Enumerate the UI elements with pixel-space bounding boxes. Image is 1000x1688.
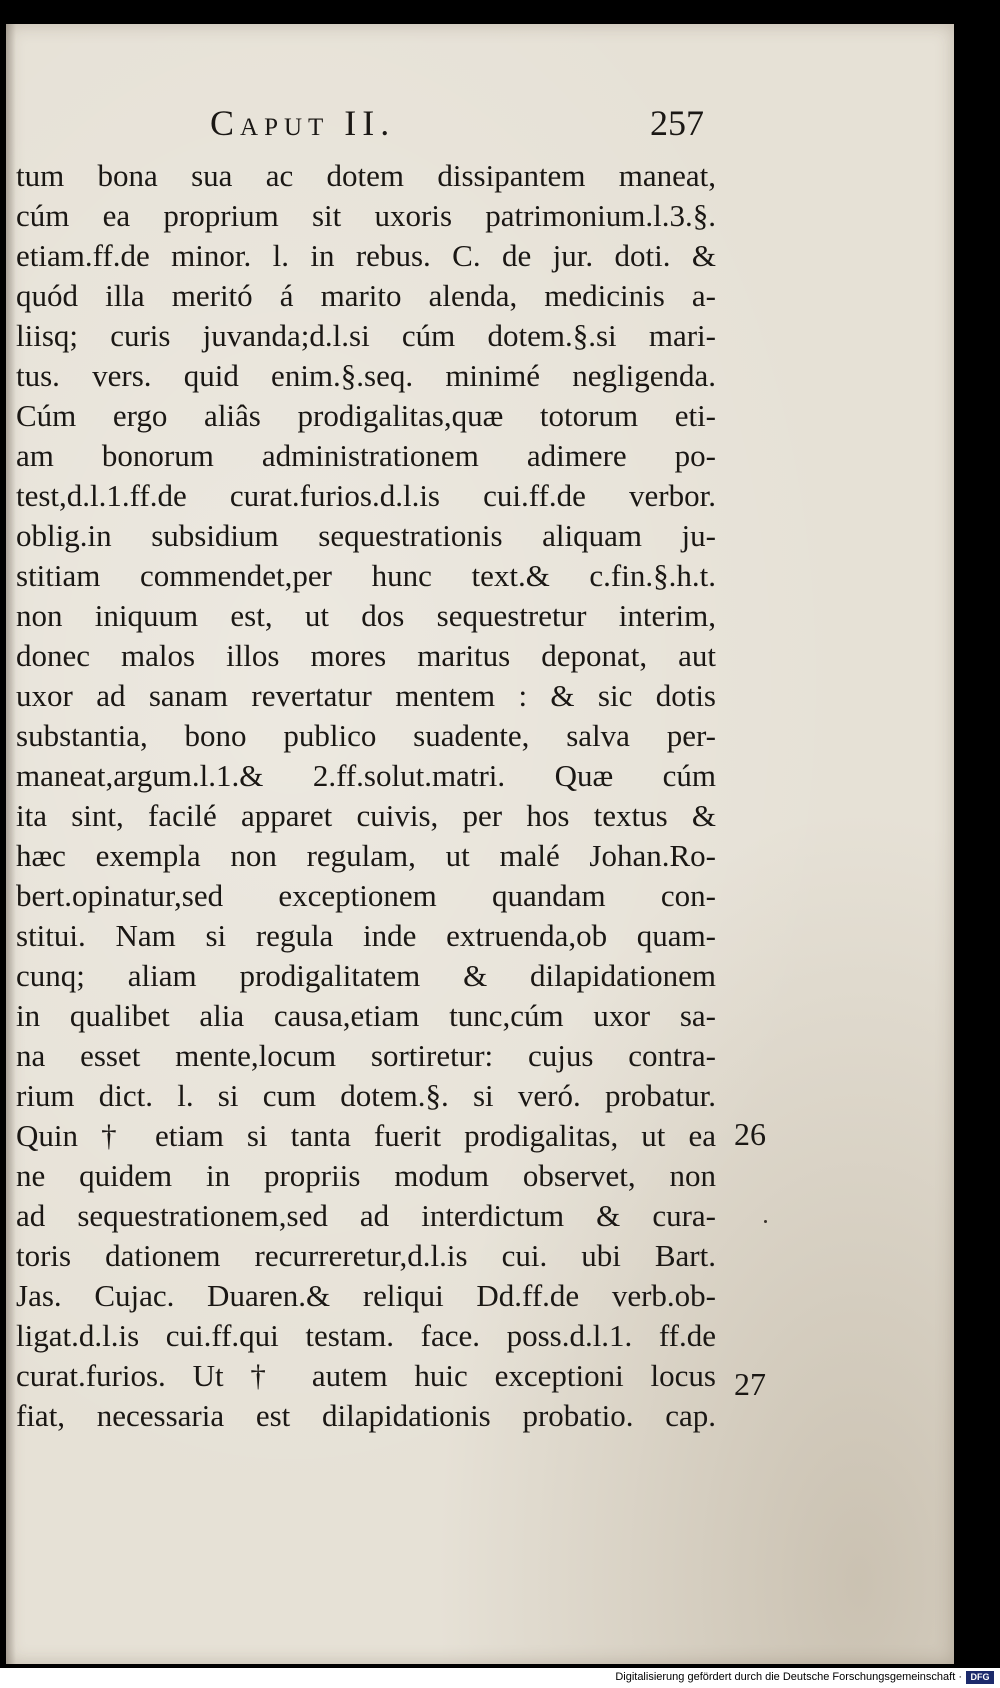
- body-text: [16, 156, 716, 1436]
- text-line: ita sint, facilé apparet cuivis, per hos textus &: [16, 798, 716, 833]
- text-line: etiam.ff.de minor. l. in rebus. C. de jur. doti. &: [16, 238, 716, 273]
- text-line: tum bona sua ac dotem dissipantem maneat,: [16, 158, 716, 193]
- marginal-number: 27: [734, 1366, 766, 1402]
- text-line: stitiam commendet,per hunc text.& c.fin.§.h.t.: [16, 558, 716, 593]
- text-line: in qualibet alia causa,etiam tunc,cúm uxor sa-: [16, 998, 716, 1033]
- text-line: cunq; aliam prodigalitatem & dilapidationem: [16, 958, 716, 993]
- marginal-number: 26: [734, 1116, 766, 1152]
- text-line: maneat,argum.l.1.& 2.ff.solut.matri. Quæ cúm: [16, 758, 716, 793]
- text-line: Jas. Cujac. Duaren.& reliqui Dd.ff.de verb.ob-: [16, 1278, 716, 1313]
- page-number: 257: [650, 103, 704, 143]
- text-line: test,d.l.1.ff.de curat.furios.d.l.is cui.ff.de verbor.: [16, 478, 716, 513]
- text-line: ad sequestrationem,sed ad interdictum & cura-: [16, 1198, 716, 1233]
- book-page: [6, 24, 954, 1664]
- running-title: Caput II.: [210, 103, 396, 143]
- text-line: oblig.in subsidium sequestrationis aliquam ju-: [16, 518, 716, 553]
- text-line: substantia, bono publico suadente, salva per-: [16, 718, 716, 753]
- text-line: ne quidem in propriis modum observet, non: [16, 1158, 716, 1193]
- text-line: stitui. Nam si regula inde extruenda,ob quam-: [16, 918, 716, 953]
- text-line: non iniquum est, ut dos sequestretur interim,: [16, 598, 716, 633]
- text-line: am bonorum administrationem adimere po-: [16, 438, 716, 473]
- text-line: bert.opinatur,sed exceptionem quandam con-: [16, 878, 716, 913]
- text-line: quód illa meritó á marito alenda, medicinis a-: [16, 278, 716, 313]
- footer-bar: [0, 1668, 1000, 1688]
- text-line: Cúm ergo aliâs prodigalitas,quæ totorum eti-: [16, 398, 716, 433]
- ink-speck: [764, 1220, 767, 1223]
- text-line: hæc exempla non regulam, ut malé Johan.Ro-: [16, 838, 716, 873]
- text-line: tus. vers. quid enim.§.seq. minimé negligenda.: [16, 358, 716, 393]
- text-line: fiat, necessaria est dilapidationis probatio. cap.: [16, 1398, 716, 1433]
- text-line: donec malos illos mores maritus deponat, aut: [16, 638, 716, 673]
- text-line: curat.furios. Ut † autem huic exceptioni locus: [16, 1358, 716, 1393]
- page-binding-edge: [6, 24, 16, 1664]
- text-line: Quin † etiam si tanta fuerit prodigalitas, ut ea: [16, 1118, 716, 1153]
- text-line: rium dict. l. si cum dotem.§. si veró. probatur.: [16, 1078, 716, 1113]
- text-line: cúm ea proprium sit uxoris patrimonium.l.3.§.: [16, 198, 716, 233]
- text-line: na esset mente,locum sortiretur: cujus contra-: [16, 1038, 716, 1073]
- text-line: uxor ad sanam revertatur mentem : & sic dotis: [16, 678, 716, 713]
- footer-credit: Digitalisierung gefördert durch die Deutsche Forschungsgemeinschaft ·: [615, 1671, 962, 1683]
- dfg-logo: DFG: [966, 1671, 994, 1684]
- text-line: ligat.d.l.is cui.ff.qui testam. face. poss.d.l.1. ff.de: [16, 1318, 716, 1353]
- text-line: liisq; curis juvanda;d.l.si cúm dotem.§.si mari-: [16, 318, 716, 353]
- text-line: toris dationem recurreretur,d.l.is cui. ubi Bart.: [16, 1238, 716, 1273]
- page-header: [6, 102, 954, 146]
